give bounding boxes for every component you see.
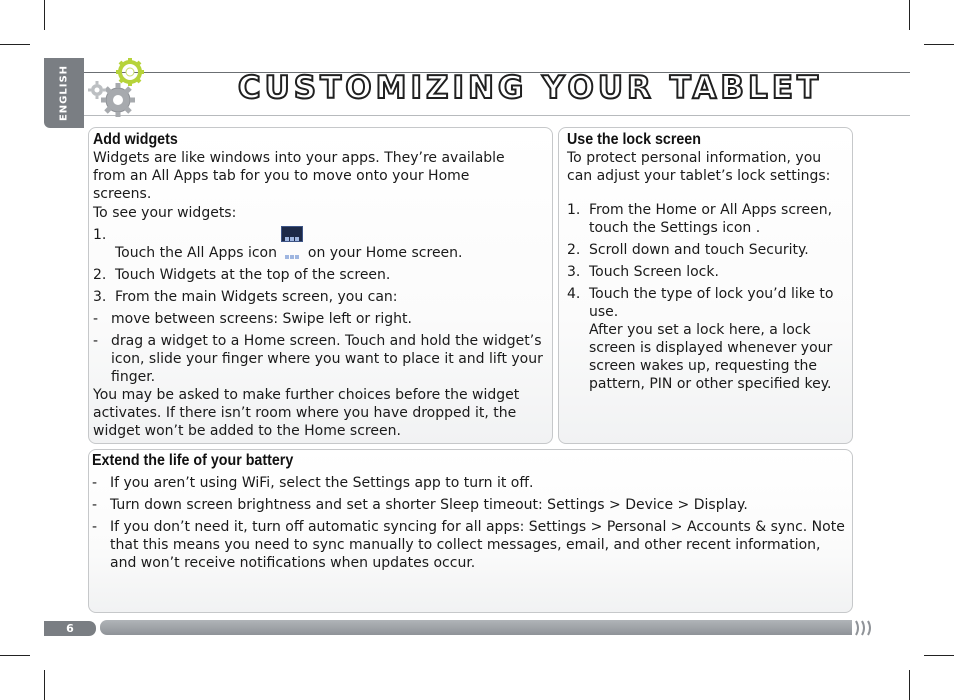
add-widgets-heading: Add widgets <box>93 131 178 148</box>
list-item <box>92 496 848 514</box>
step-note: After you set a lock here, a lock screen is displayed whenever your screen wakes up, requesting the pattern, PIN or other specified key. <box>589 322 833 392</box>
add-widgets-intro <box>93 149 548 203</box>
page-number: 6 <box>44 621 96 636</box>
list-item <box>93 266 548 284</box>
crop-mark <box>44 670 45 700</box>
crop-mark <box>924 44 954 45</box>
bullet-text: If you don’t need it, turn off automatic syncing for all apps: Settings > Personal > Accounts & sync. Note that this means you need to sync manually to collect messages, email, and other recent information, and won’t receive notifications when updates occur. <box>110 519 845 571</box>
crop-mark <box>0 655 30 656</box>
header-rule-lower <box>84 115 910 116</box>
step-number: 3. <box>93 289 107 305</box>
lock-screen-panel <box>558 127 853 444</box>
crop-mark <box>924 655 954 656</box>
bullet-dash: - <box>93 311 99 327</box>
bullet-dash: - <box>93 333 99 349</box>
step-text-before-icon: Touch the All Apps icon <box>115 245 282 261</box>
bullet-text: move between screens: Swipe left or right. <box>111 311 412 327</box>
step-text: Touch the type of lock you’d like to use. <box>589 286 834 320</box>
intro-line-2: from an All Apps tab for you to move onto your Home <box>93 168 470 184</box>
list-item <box>567 263 848 281</box>
step-number: 1. <box>93 227 107 243</box>
language-tab <box>44 58 84 128</box>
crop-mark <box>909 0 910 30</box>
list-item <box>93 310 548 328</box>
battery-tips <box>92 474 848 572</box>
list-item <box>93 332 548 386</box>
gears-icon <box>84 56 148 120</box>
bullet-dash: - <box>92 497 98 513</box>
page-title: CUSTOMIZING YOUR TABLET <box>237 70 823 106</box>
battery-panel <box>88 449 853 613</box>
widgets-outro: You may be asked to make further choices before the widget activates. If there isn’t room where you have dropped it, the widget won’t be added to the Home screen. <box>93 387 520 439</box>
step-number: 3. <box>567 264 581 280</box>
step-text: From the main Widgets screen, you can: <box>115 289 398 305</box>
intro-line-1: Widgets are like windows into your apps. They’re available <box>93 150 505 166</box>
step-text-after-icon: on your Home screen. <box>303 245 463 261</box>
language-tab-label: ENGLISH <box>58 64 70 122</box>
list-item <box>92 518 848 572</box>
add-widgets-panel <box>88 127 553 444</box>
step-text: Touch Screen lock. <box>589 264 719 280</box>
all-apps-icon <box>281 226 303 242</box>
bullet-dash: - <box>92 519 98 535</box>
step-text: From the Home or All Apps screen, touch the Settings icon . <box>589 202 833 236</box>
bullet-dash: - <box>92 475 98 491</box>
step-text: Touch Widgets at the top of the screen. <box>115 267 391 283</box>
crop-mark <box>909 670 910 700</box>
step-number: 2. <box>567 242 581 258</box>
lock-screen-intro: To protect personal information, you can adjust your tablet’s lock settings: <box>567 150 831 184</box>
bullet-text: drag a widget to a Home screen. Touch and hold the widget’s icon, slide your finger where you want to place it and lift your finger. <box>111 333 543 385</box>
intro-line-3: screens. <box>93 186 152 202</box>
step-number: 4. <box>567 286 581 302</box>
chevrons-right-icon <box>854 619 874 637</box>
bullet-text: Turn down screen brightness and set a shorter Sleep timeout: Settings > Device > Display. <box>110 497 748 513</box>
widgets-steps <box>93 226 548 306</box>
bullet-text: If you aren’t using WiFi, select the Settings app to turn it off. <box>110 475 534 491</box>
footer-bar <box>100 620 852 635</box>
list-item <box>92 474 848 492</box>
list-item <box>93 288 548 306</box>
see-widgets-label: To see your widgets: <box>93 205 237 221</box>
list-item <box>567 201 848 237</box>
crop-mark <box>44 0 45 30</box>
list-item <box>567 285 848 393</box>
step-number: 1. <box>567 202 581 218</box>
lock-screen-heading: Use the lock screen <box>567 131 701 148</box>
crop-mark <box>0 44 30 45</box>
step-text: Scroll down and touch Security. <box>589 242 809 258</box>
lock-steps <box>567 201 848 393</box>
list-item <box>93 226 548 262</box>
step-number: 2. <box>93 267 107 283</box>
widgets-actions <box>93 310 548 386</box>
list-item <box>567 241 848 259</box>
battery-heading: Extend the life of your battery <box>92 452 294 469</box>
